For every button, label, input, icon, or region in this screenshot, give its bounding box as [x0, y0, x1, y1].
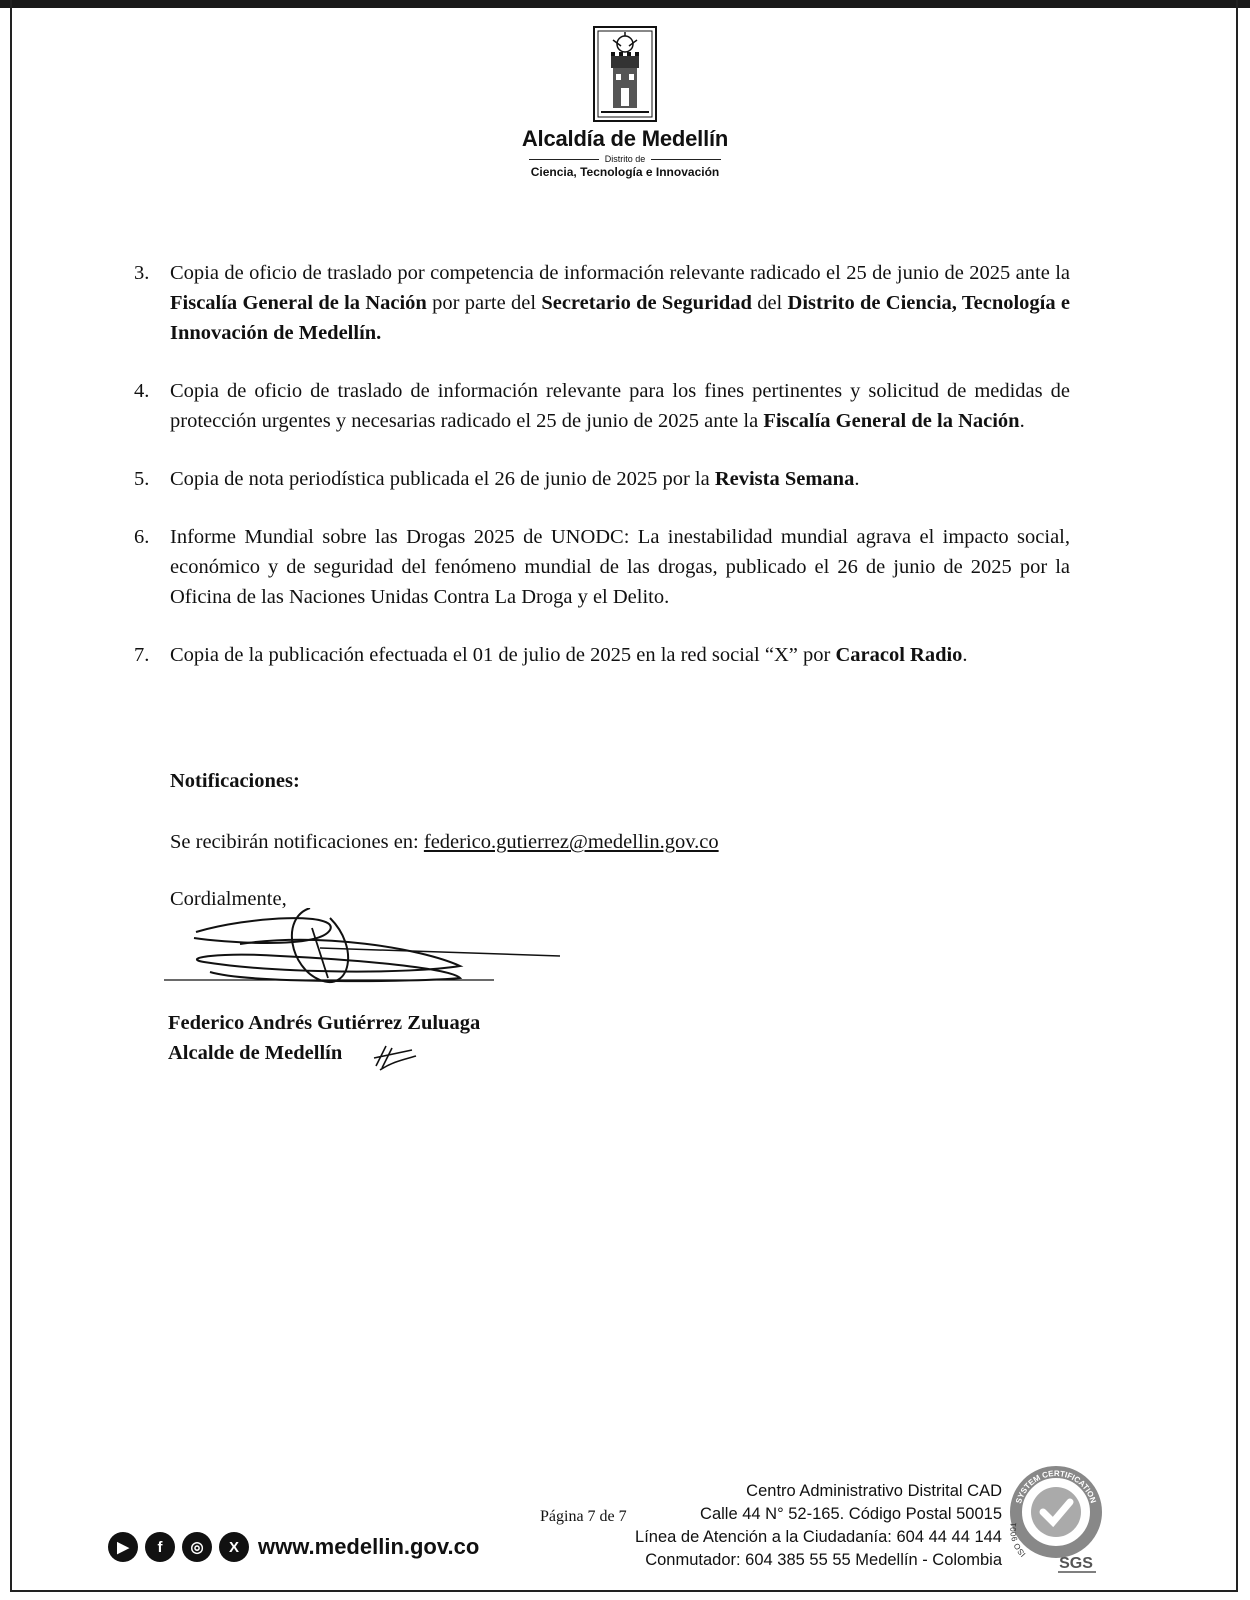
text-segment: Copia de la publicación efectuada el 01 de julio de 2025 en la red social “X” por [170, 644, 836, 666]
footer-address [635, 1480, 1002, 1572]
text-segment: por parte del [426, 292, 542, 314]
bold-text: Fiscalía General de la Nación [763, 410, 1020, 432]
signer-name: Federico Andrés Gutiérrez Zuluaga [168, 1012, 481, 1034]
notifications-title: Notificaciones: [170, 770, 300, 792]
divider [529, 159, 599, 160]
text-segment: Copia de nota periodística publicada el 26 de junio de 2025 por la [170, 468, 715, 490]
bold-text: Caracol Radio [835, 644, 963, 666]
text-segment: Informe Mundial sobre las Drogas 2025 de UNODC: La inestabilidad mundial agrava el impacto social, económico y de seguridad del fenómeno mundial de las drogas, publicado el 26 de junio de 2025 por la Oficina de las Naciones Unidas Contra La Droga y el Delito. [170, 526, 1070, 608]
instagram-icon[interactable]: ◎ [182, 1532, 212, 1562]
signer-title: Alcalde de Medellín [168, 1042, 343, 1064]
handwritten-signature [160, 908, 580, 1018]
org-name: Alcaldía de Medellín [521, 126, 729, 151]
letterhead [470, 26, 780, 179]
text-segment: del [751, 292, 788, 314]
x-icon[interactable]: X [219, 1532, 249, 1562]
notification-email-link[interactable]: federico.gutierrez@medellin.gov.co [423, 831, 719, 853]
list-item-text [170, 258, 1070, 348]
text-segment: . [1019, 410, 1025, 432]
text-segment: Copia de oficio de traslado de información relevante para los fines pertinentes y solicitud de medidas de protección urgentes y necesarias radicado el 25 de junio de 2025 ante la [170, 380, 1070, 432]
list-item-number: 5. [134, 468, 150, 490]
list-item [134, 464, 1070, 494]
list-item-text [170, 640, 1070, 670]
address-line: Línea de Atención a la Ciudadanía: 604 44 44 144 [635, 1528, 1002, 1546]
initials-mark [372, 1042, 418, 1072]
text-segment: . [854, 468, 860, 490]
list-item-number: 7. [134, 644, 150, 666]
cert-ring-text: SYSTEM CERTIFICATION [1014, 1468, 1098, 1505]
list-item-number: 4. [134, 380, 150, 402]
list-item [134, 640, 1070, 670]
address-line: Conmutador: 604 385 55 55 Medellín - Colombia [645, 1551, 1002, 1569]
cert-text: SGS [1059, 1555, 1093, 1572]
list-item [134, 376, 1070, 436]
cert-iso-label: ISO 9001 [1008, 1521, 1028, 1559]
address-line: Centro Administrativo Distrital CAD [746, 1482, 1002, 1500]
list-item [134, 258, 1070, 348]
divider [651, 159, 721, 160]
website-link[interactable]: www.medellin.gov.co [258, 1534, 480, 1559]
list-item-number: 6. [134, 526, 150, 548]
sgs-certification-seal [1006, 1462, 1106, 1574]
notifications-label: Se recibirán notificaciones en: [170, 831, 424, 853]
social-icons [108, 1532, 249, 1562]
district-name: Ciencia, Tecnología e Innovación [530, 165, 720, 179]
list-item-text [170, 376, 1070, 436]
bold-text: Secretario de Seguridad [541, 292, 752, 314]
bold-text: Fiscalía General de la Nación [170, 292, 427, 314]
medellin-crest-icon [593, 26, 657, 122]
bold-text: Revista Semana [714, 468, 855, 490]
list-item [134, 522, 1070, 612]
facebook-icon[interactable]: f [145, 1532, 175, 1562]
text-segment: Copia de oficio de traslado por competencia de información relevante radicado el 25 de junio de 2025 ante la [170, 262, 1070, 284]
closing: Cordialmente, [170, 888, 287, 910]
district-line [470, 154, 780, 164]
page-number: Página 7 de 7 [540, 1508, 627, 1525]
page-frame [10, 0, 1238, 1592]
signer-block [168, 1008, 480, 1068]
attachments-list [134, 258, 1070, 698]
list-item-text [170, 464, 1070, 494]
district-label: Distrito de [604, 154, 646, 164]
bold-text: Distrito de Ciencia, Tecnología e Innovación de Medellín. [170, 292, 1071, 344]
youtube-icon[interactable]: ▶ [108, 1532, 138, 1562]
text-segment: . [962, 644, 968, 666]
notifications-text [170, 831, 719, 854]
list-item-text [170, 522, 1070, 612]
list-item-number: 3. [134, 262, 150, 284]
address-line: Calle 44 N° 52-165. Código Postal 50015 [700, 1505, 1002, 1523]
